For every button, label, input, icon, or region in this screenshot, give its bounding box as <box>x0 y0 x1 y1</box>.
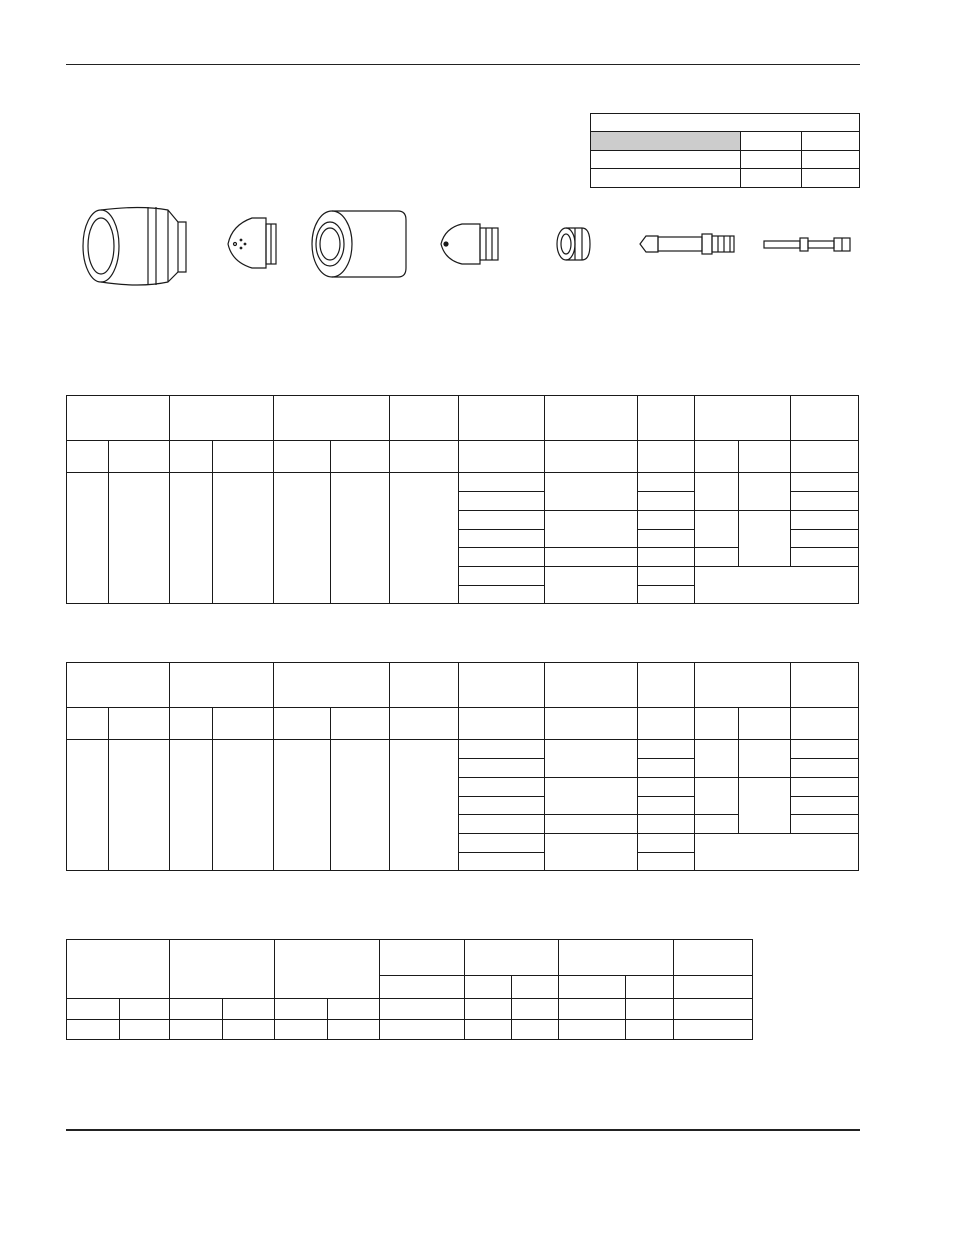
shield-icon <box>83 207 186 285</box>
nozzle-icon <box>441 224 498 264</box>
parts-table-3 <box>67 940 753 1040</box>
parts-table-1 <box>67 396 859 604</box>
electrode-icon <box>640 234 734 254</box>
swirl-ring-icon <box>557 228 590 260</box>
parts-table-2 <box>67 663 859 871</box>
shield-cap-icon <box>228 218 276 268</box>
water-tube-icon <box>764 238 850 251</box>
legend-header-shade <box>591 132 740 150</box>
retaining-cap-icon <box>312 211 406 277</box>
legend-table <box>591 114 860 188</box>
